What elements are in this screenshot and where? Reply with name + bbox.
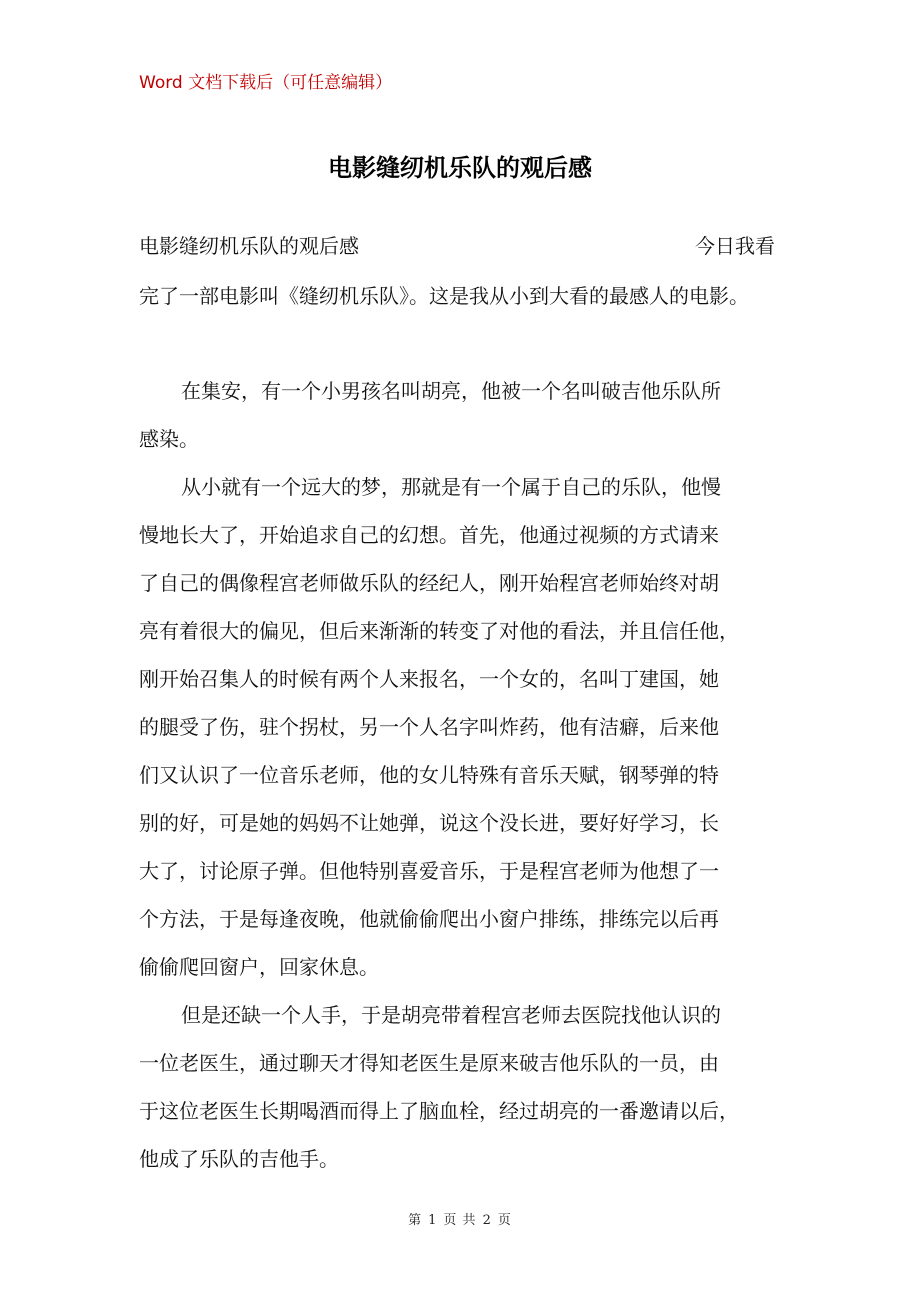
body-line: 于这位老医生长期喝酒而得上了脑血栓，经过胡亮的一番邀请以后， bbox=[139, 1099, 739, 1123]
body-line: 大了，讨论原子弹。但他特别喜爱音乐，于是程宫老师为他想了一 bbox=[139, 859, 719, 883]
page-number-footer bbox=[0, 1209, 920, 1228]
body-line: 完了一部电影叫《缝纫机乐队》。这是我从小到大看的最感人的电影。 bbox=[139, 284, 749, 308]
body-line: 感染。 bbox=[139, 427, 199, 451]
page-mid-text: 页 共 bbox=[443, 1213, 477, 1228]
body-line: 偷偷爬回窗户，回家休息。 bbox=[139, 955, 379, 979]
body-line: 在集安，有一个小男孩名叫胡亮，他被一个名叫破吉他乐队所 bbox=[181, 379, 721, 403]
document-title: 电影缝纫机乐队的观后感 bbox=[328, 154, 592, 182]
body-line: 刚开始召集人的时候有两个人来报名，一个女的，名叫丁建国，她 bbox=[139, 667, 719, 691]
body-line: 了自己的偶像程宫老师做乐队的经纪人，刚开始程宫老师始终对胡 bbox=[139, 571, 719, 595]
body-line: 别的好，可是她的妈妈不让她弹，说这个没长进，要好好学习，长 bbox=[139, 811, 719, 835]
page-suffix: 页 bbox=[497, 1213, 512, 1228]
body-line: 的腿受了伤，驻个拐杖，另一个人名字叫炸药，他有洁癖，后来他 bbox=[139, 715, 719, 739]
download-note: Word 文档下载后（可任意编辑） bbox=[139, 73, 393, 93]
body-line: 从小就有一个远大的梦，那就是有一个属于自己的乐队，他慢 bbox=[181, 475, 721, 499]
body-line: 亮有着很大的偏见，但后来渐渐的转变了对他的看法，并且信任他， bbox=[139, 619, 739, 643]
body-line: 慢地长大了，开始追求自己的幻想。首先，他通过视频的方式请来 bbox=[139, 523, 719, 547]
intro-right-text: 今日我看 bbox=[695, 234, 775, 258]
body-line: 一位老医生，通过聊天才得知老医生是原来破吉他乐队的一员，由 bbox=[139, 1051, 719, 1075]
total-page-number: 2 bbox=[482, 1213, 492, 1228]
intro-left-text: 电影缝纫机乐队的观后感 bbox=[139, 234, 359, 258]
current-page-number: 1 bbox=[428, 1213, 438, 1228]
body-line: 但是还缺一个人手，于是胡亮带着程宫老师去医院找他认识的 bbox=[181, 1003, 721, 1027]
body-line: 他成了乐队的吉他手。 bbox=[139, 1147, 339, 1171]
body-line: 个方法，于是每逢夜晚，他就偷偷爬出小窗户排练，排练完以后再 bbox=[139, 907, 719, 931]
body-line: 们又认识了一位音乐老师，他的女儿特殊有音乐天赋，钢琴弹的特 bbox=[139, 763, 719, 787]
page-prefix: 第 bbox=[408, 1213, 423, 1228]
